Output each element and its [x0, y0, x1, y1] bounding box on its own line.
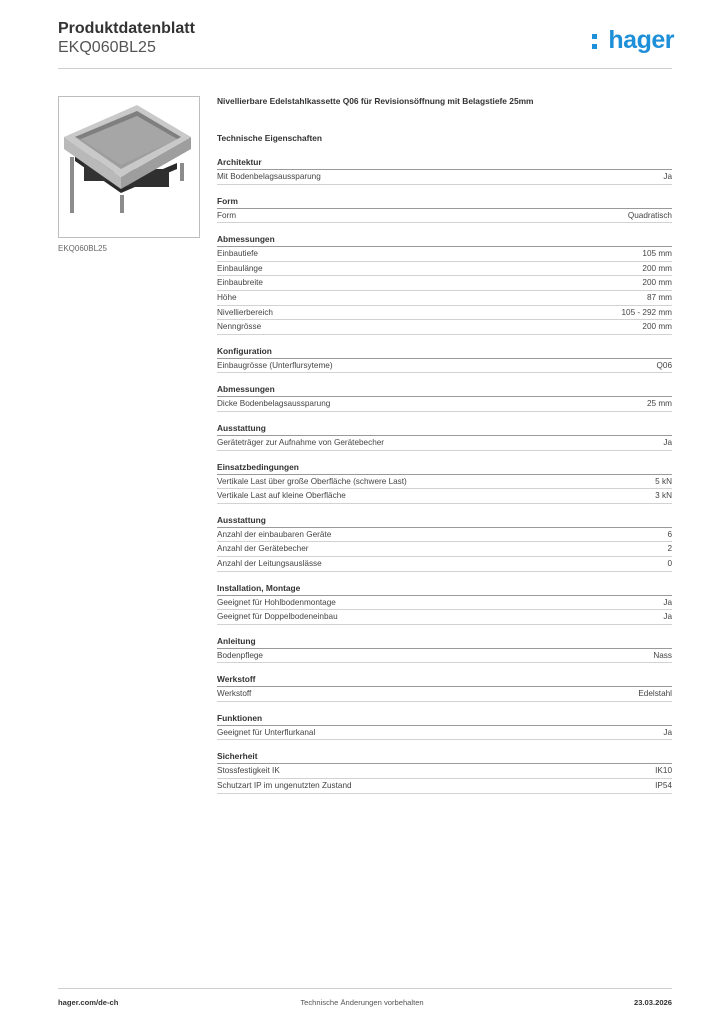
- property-label: Bodenpflege: [217, 650, 263, 660]
- property-row: [217, 247, 672, 262]
- property-group: [217, 423, 672, 451]
- property-group: [217, 384, 672, 412]
- property-row: [217, 291, 672, 306]
- property-value: 0: [667, 558, 672, 568]
- group-title: Werkstoff: [217, 674, 672, 687]
- property-value: Quadratisch: [627, 210, 672, 220]
- property-group: [217, 234, 672, 335]
- article-number: EKQ060BL25: [58, 39, 156, 56]
- logo-colon-icon: [592, 34, 597, 50]
- product-image: [58, 96, 200, 238]
- property-label: Werkstoff: [217, 689, 252, 699]
- image-caption: EKQ060BL25: [58, 244, 107, 253]
- property-label: Geeignet für Hohlbodenmontage: [217, 597, 336, 607]
- property-row: [217, 779, 672, 794]
- property-value: Nass: [653, 650, 672, 660]
- property-group: [217, 462, 672, 504]
- property-label: Geräteträger zur Aufnahme von Gerätebecher: [217, 437, 385, 447]
- property-value: Q06: [656, 360, 672, 370]
- group-title: Anleitung: [217, 636, 672, 649]
- property-label: Einbautiefe: [217, 249, 258, 259]
- group-title: Konfiguration: [217, 346, 672, 359]
- property-value: 200 mm: [642, 322, 672, 332]
- property-value: IP54: [655, 781, 672, 791]
- property-label: Dicke Bodenbelagsaussparung: [217, 399, 331, 409]
- property-group: [217, 157, 672, 185]
- property-label: Einbaubreite: [217, 278, 263, 288]
- property-label: Anzahl der einbaubaren Geräte: [217, 529, 332, 539]
- footer-divider: [58, 988, 672, 989]
- property-label: Nivellierbereich: [217, 307, 273, 317]
- property-row: [217, 359, 672, 374]
- property-group: [217, 674, 672, 702]
- footer-note: Technische Änderungen vorbehalten: [300, 998, 424, 1007]
- property-value: 5 kN: [655, 476, 672, 486]
- document-title: Produktdatenblatt: [58, 20, 195, 37]
- property-value: 105 mm: [642, 249, 672, 259]
- property-value: Edelstahl: [638, 689, 672, 699]
- property-value: Ja: [663, 727, 672, 737]
- header-divider: [58, 68, 672, 69]
- property-group: [217, 196, 672, 224]
- group-title: Funktionen: [217, 713, 672, 726]
- property-label: Einbaulänge: [217, 263, 263, 273]
- property-row: [217, 276, 672, 291]
- property-row: [217, 726, 672, 741]
- group-title: Einsatzbedingungen: [217, 462, 672, 475]
- property-value: 25 mm: [646, 399, 672, 409]
- property-row: [217, 320, 672, 335]
- property-value: 200 mm: [642, 263, 672, 273]
- property-label: Anzahl der Gerätebecher: [217, 544, 309, 554]
- property-row: [217, 528, 672, 543]
- property-value: Ja: [663, 437, 672, 447]
- property-label: Stossfestigkeit IK: [217, 766, 280, 776]
- property-row: [217, 687, 672, 702]
- property-row: [217, 170, 672, 185]
- property-row: [217, 649, 672, 664]
- hager-logo: [592, 28, 674, 56]
- property-label: Mit Bodenbelagsaussparung: [217, 172, 321, 181]
- property-group: [217, 346, 672, 374]
- property-row: [217, 475, 672, 490]
- floor-box-illustration: [59, 97, 199, 237]
- property-value: 87 mm: [646, 292, 672, 302]
- property-group: [217, 583, 672, 625]
- property-label: Geeignet für Unterflurkanal: [217, 727, 316, 737]
- logo-text: hager: [608, 26, 674, 54]
- property-group: [217, 751, 672, 793]
- property-value: 200 mm: [642, 278, 672, 288]
- property-group: [217, 636, 672, 664]
- group-title: Abmessungen: [217, 384, 672, 397]
- property-row: [217, 306, 672, 321]
- group-title: Architektur: [217, 157, 672, 170]
- group-title: Installation, Montage: [217, 583, 672, 596]
- group-title: Abmessungen: [217, 234, 672, 247]
- property-label: Vertikale Last über große Oberfläche (schwere Last): [217, 476, 407, 486]
- property-row: [217, 764, 672, 779]
- property-value: 6: [667, 529, 672, 539]
- property-row: [217, 596, 672, 611]
- page-header: [58, 20, 674, 72]
- property-label: Höhe: [217, 292, 237, 302]
- property-label: Einbaugrösse (Unterflursyteme): [217, 360, 333, 370]
- property-value: Ja: [663, 612, 672, 622]
- property-groups: [217, 157, 672, 794]
- group-title: Ausstattung: [217, 423, 672, 436]
- property-group: [217, 515, 672, 572]
- section-title: Technische Eigenschaften: [217, 133, 323, 143]
- property-label: Vertikale Last auf kleine Oberfläche: [217, 491, 346, 501]
- property-row: [217, 436, 672, 451]
- property-label: Form: [217, 210, 237, 220]
- property-row: [217, 557, 672, 572]
- group-title: Sicherheit: [217, 751, 672, 764]
- property-row: [217, 542, 672, 557]
- property-group: [217, 713, 672, 741]
- footer-website: hager.com/de-ch: [58, 998, 119, 1007]
- property-value: 105 - 292 mm: [621, 307, 672, 317]
- property-row: [217, 489, 672, 504]
- specification-section: [217, 92, 672, 794]
- property-value: Ja: [663, 597, 672, 607]
- property-row: [217, 262, 672, 277]
- product-description: Nivellierbare Edelstahlkassette Q06 für Revisionsöffnung mit Belagstiefe 25mm: [217, 96, 534, 106]
- property-row: [217, 209, 672, 224]
- footer-date: 23.03.2026: [633, 998, 672, 1007]
- property-value: IK10: [655, 766, 672, 776]
- property-label: Nenngrösse: [217, 322, 262, 332]
- property-value: 2: [667, 544, 672, 554]
- group-title: Ausstattung: [217, 515, 672, 528]
- property-value: Ja: [663, 172, 672, 181]
- property-value: 3 kN: [655, 491, 672, 501]
- property-row: [217, 610, 672, 625]
- property-row: [217, 397, 672, 412]
- property-label: Anzahl der Leitungsauslässe: [217, 558, 322, 568]
- property-label: Geeignet für Doppelbodeneinbau: [217, 612, 338, 622]
- group-title: Form: [217, 196, 672, 209]
- property-label: Schutzart IP im ungenutzten Zustand: [217, 781, 352, 791]
